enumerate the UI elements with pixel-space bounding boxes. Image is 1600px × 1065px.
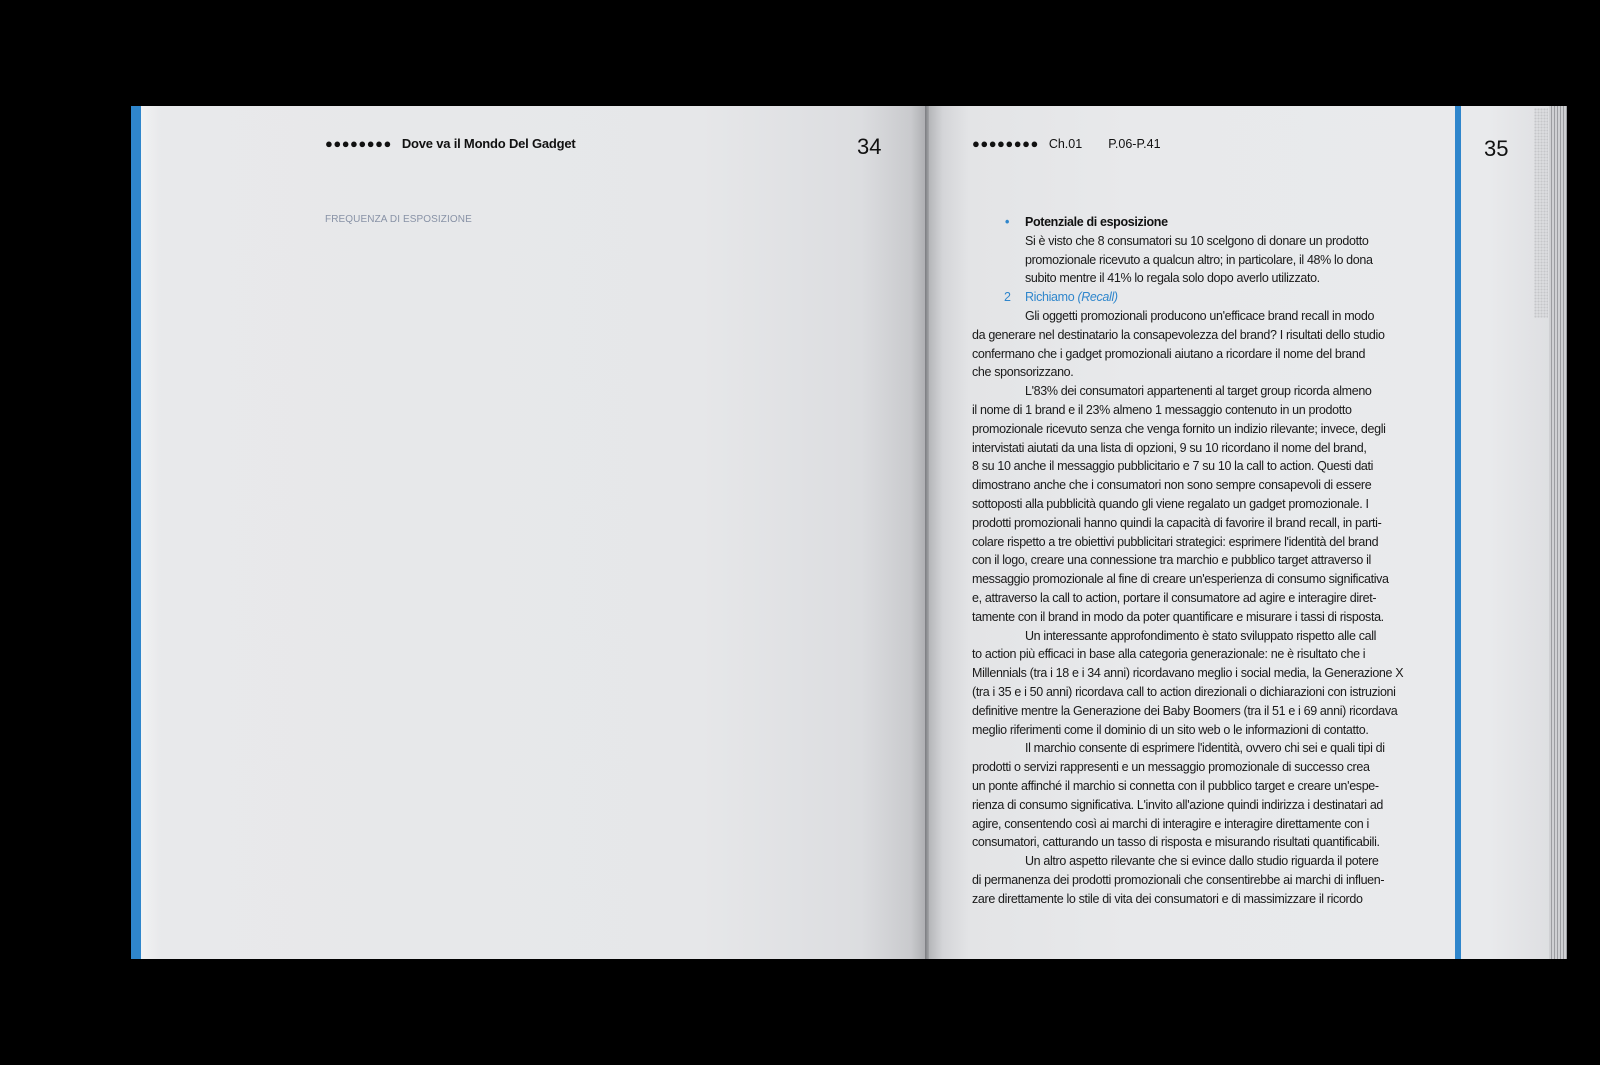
paragraph-line: prodotti o servizi rappresenti e un messaggio promozionale di successo crea <box>972 760 1370 775</box>
page-edge-texture <box>1534 108 1548 318</box>
paragraph <box>972 382 1402 626</box>
bullet-line: promozionale ricevuto a qualcun altro; in particolare, il 48% lo dona <box>1025 252 1373 267</box>
paragraph-first-line: Un interessante approfondimento è stato sviluppato rispetto alle call <box>1025 628 1377 643</box>
paragraph-line: un ponte affinché il marchio si connetta con il pubblico target e creare un'espe- <box>972 778 1379 793</box>
paragraph-line: messaggio promozionale al fine di creare un'esperienza di consumo significativa <box>972 572 1389 587</box>
paragraph-line: to action più efficaci in base alla categoria generazionale: ne è risultato che i <box>972 647 1366 662</box>
paragraph-first-line: Un altro aspetto rilevante che si evince dallo studio riguarda il potere <box>1025 854 1379 869</box>
page-range-label: P.06-P.41 <box>1108 137 1161 151</box>
paragraph-line: il nome di 1 brand e il 23% almeno 1 messaggio contenuto in un prodotto <box>972 402 1352 417</box>
body-text <box>972 213 1402 908</box>
paragraph-line: con il logo, creare una connessione tra marchio e pubblico target attraverso il <box>972 553 1371 568</box>
header-dots: ●●●●●●●● <box>972 136 1039 151</box>
paragraph-line: intervistati aiutati da una lista di opzioni, 9 su 10 ricordano il nome del brand, <box>972 440 1367 455</box>
paragraph-line: tamente con il brand in modo da poter quantificare e misurare i tassi di risposta. <box>972 609 1384 624</box>
cover-edge-left <box>131 106 141 959</box>
bullet-line: subito mentre il 41% lo regala solo dopo averlo utilizzato. <box>1025 271 1320 286</box>
paragraph-line: colare rispetto a tre obiettivi pubblicitari strategici: esprimere l'identità del brand <box>972 534 1379 549</box>
paragraph-line: meglio riferimenti come il dominio di un sito web o le informazioni di contatto. <box>972 722 1369 737</box>
bullet-item <box>972 213 1402 288</box>
paragraph-line: consumatori, catturando un tasso di risposta e misurando risultati quantificabili. <box>972 835 1380 850</box>
page-number-right: 35 <box>1484 136 1509 161</box>
bullet-title: Potenziale di esposizione <box>1025 215 1168 229</box>
paragraph-line: e, attraverso la call to action, portare il consumatore ad agire e interagire diret- <box>972 590 1377 605</box>
subheading-number: 2 <box>1004 290 1011 305</box>
section-label: FREQUENZA DI ESPOSIZIONE <box>325 214 472 225</box>
open-book <box>131 106 1509 959</box>
subheading-text: Richiamo <box>1025 290 1075 305</box>
subheading <box>972 288 1402 307</box>
paragraph <box>972 307 1402 382</box>
left-page <box>141 106 929 959</box>
paragraph-first-line: Gli oggetti promozionali producono un'efficace brand recall in modo <box>1025 308 1375 323</box>
running-title: Dove va il Mondo Del Gadget <box>401 136 576 151</box>
bullet-line: Si è visto che 8 consumatori su 10 scelgono di donare un prodotto <box>1025 233 1369 248</box>
paragraph-line: da generare nel destinatario la consapevolezza del brand? I risultati dello studio <box>972 327 1385 342</box>
paragraph-line: che sponsorizzano. <box>972 365 1074 380</box>
paragraph-first-line: L'83% dei consumatori appartenenti al target group ricorda almeno <box>1025 384 1372 399</box>
chapter-label: Ch.01 <box>1048 137 1083 151</box>
cover-edge-right <box>1455 106 1461 959</box>
paragraph-line: Millennials (tra i 18 e i 34 anni) ricordavano meglio i social media, la Generazione X <box>972 666 1404 681</box>
paragraph-first-line: Il marchio consente di esprimere l'identità, ovvero chi sei e quali tipi di <box>1025 741 1385 756</box>
paragraph-line: (tra i 35 e i 50 anni) ricordava call to action direzionali o dichiarazioni con istruzioni <box>972 684 1396 699</box>
right-running-header <box>972 136 1161 151</box>
left-running-header <box>325 136 576 151</box>
paragraph <box>972 852 1402 908</box>
paragraph-line: sottoposti alla pubblicità quando gli viene regalato un gadget promozionale. I <box>972 496 1369 511</box>
page-number-left: 34 <box>857 134 882 159</box>
subheading-italic: (Recall) <box>1077 290 1118 305</box>
paragraph-line: agire, consentendo così ai marchi di interagire e interagire direttamente con i <box>972 816 1369 831</box>
paragraph <box>972 627 1402 740</box>
paragraph-line: prodotti promozionali hanno quindi la capacità di favorire il brand recall, in parti- <box>972 515 1382 530</box>
paragraph-line: promozionale ricevuto senza che venga fornito un indizio rilevante; invece, degli <box>972 421 1386 436</box>
paragraph-line: definitive mentre la Generazione dei Baby Boomers (tra il 51 e i 69 anni) ricordava <box>972 703 1398 718</box>
paragraph-line: zare direttamente lo stile di vita dei consumatori e di massimizzare il ricordo <box>972 891 1363 906</box>
paragraph-line: 8 su 10 anche il messaggio pubblicitario e 7 su 10 la call to action. Questi dati <box>972 459 1374 474</box>
paragraph <box>972 739 1402 852</box>
bullet-marker: • <box>1005 215 1010 229</box>
header-dots: ●●●●●●●● <box>325 136 392 151</box>
page-stack-edge <box>1549 106 1567 959</box>
paragraph-line: rienza di consumo significativa. L'invito all'azione quindi indirizza i destinatari ad <box>972 797 1384 812</box>
paragraph-line: dimostrano anche che i consumatori non sono sempre consapevoli di essere <box>972 478 1372 493</box>
paragraph-line: confermano che i gadget promozionali aiutano a ricordare il nome del brand <box>972 346 1366 361</box>
paragraph-line: di permanenza dei prodotti promozionali che consentirebbe ai marchi di influen- <box>972 872 1385 887</box>
